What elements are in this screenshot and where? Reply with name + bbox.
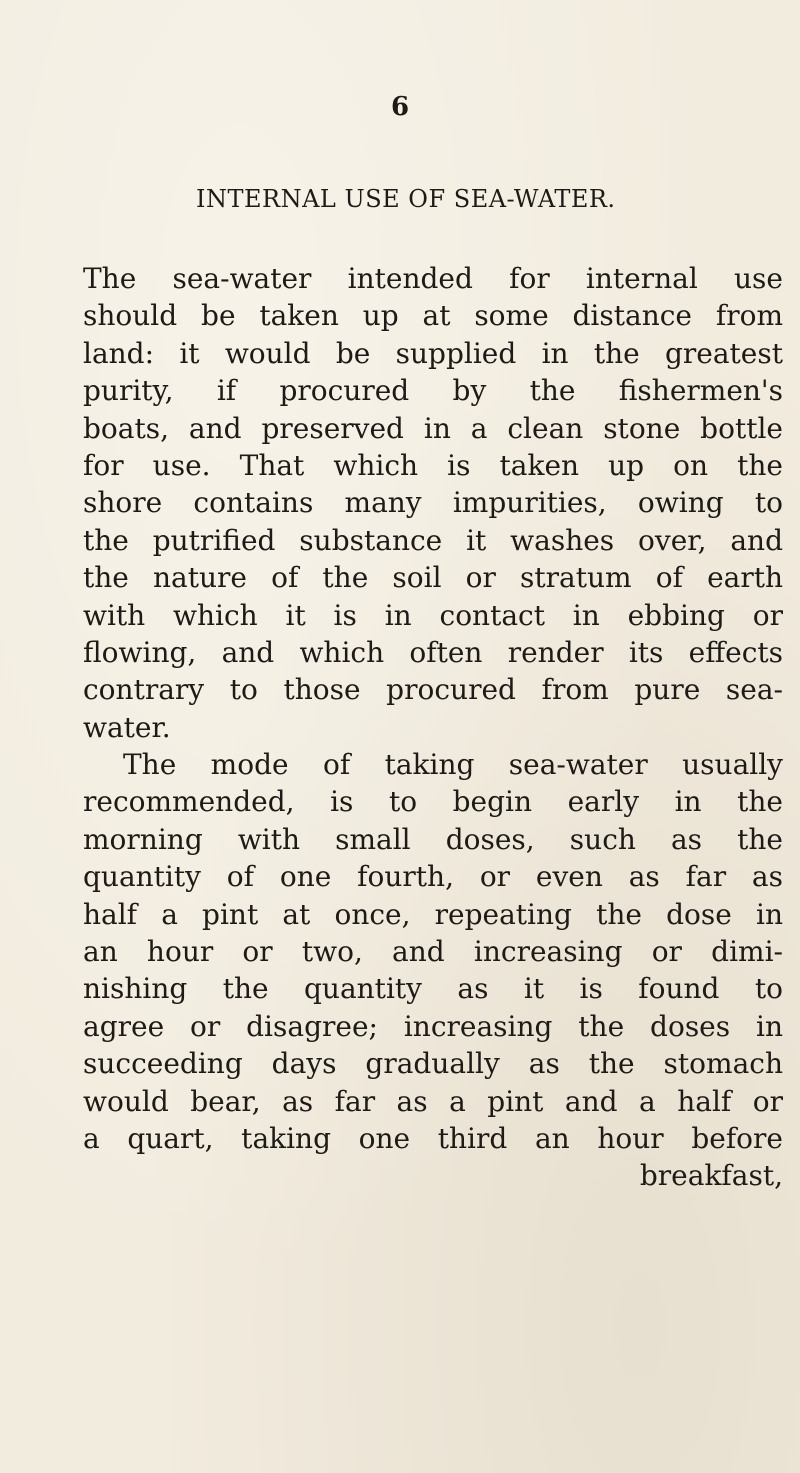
text-line: The mode of taking sea-water usually [123, 748, 783, 782]
text-line: should be taken up at some distance from [83, 299, 783, 333]
text-line: boats, and preserved in a clean stone bottle [83, 411, 783, 445]
body-text [83, 260, 783, 1195]
text-line: the nature of the soil or stratum of earth [83, 561, 783, 595]
text-line: nishing the quantity as it is found to [83, 972, 783, 1006]
text-line: a quart, taking one third an hour before [83, 1121, 783, 1155]
text-line: purity, if procured by the fishermen's [83, 374, 783, 408]
text-line: recommended, is to begin early in the [83, 785, 783, 819]
text-line: shore contains many impurities, owing to [83, 486, 783, 520]
catchword-line: breakfast, [639, 1159, 783, 1193]
text-line: contrary to those procured from pure sea- [83, 673, 783, 707]
text-line: flowing, and which often render its effects [83, 635, 783, 669]
text-line: morning with small doses, such as the [83, 822, 783, 856]
text-line: agree or disagree; increasing the doses in [83, 1009, 783, 1043]
text-line: land: it would be supplied in the greatest [83, 336, 783, 370]
text-line: for use. That which is taken up on the [83, 448, 783, 482]
text-line: the putrified substance it washes over, and [83, 523, 783, 557]
section-heading: INTERNAL USE OF SEA-WATER. [196, 185, 616, 213]
text-line: would bear, as far as a pint and a half or [83, 1084, 783, 1118]
text-line: water. [83, 710, 171, 744]
text-line: succeeding days gradually as the stomach [83, 1047, 783, 1081]
text-line: with which it is in contact in ebbing or [83, 598, 783, 632]
text-line: half a pint at once, repeating the dose in [83, 897, 783, 931]
text-line: an hour or two, and increasing or dimi- [83, 935, 783, 969]
text-line: quantity of one fourth, or even as far as [83, 860, 783, 894]
text-line: The sea-water intended for internal use [83, 262, 783, 295]
page-number: 6 [390, 92, 410, 122]
